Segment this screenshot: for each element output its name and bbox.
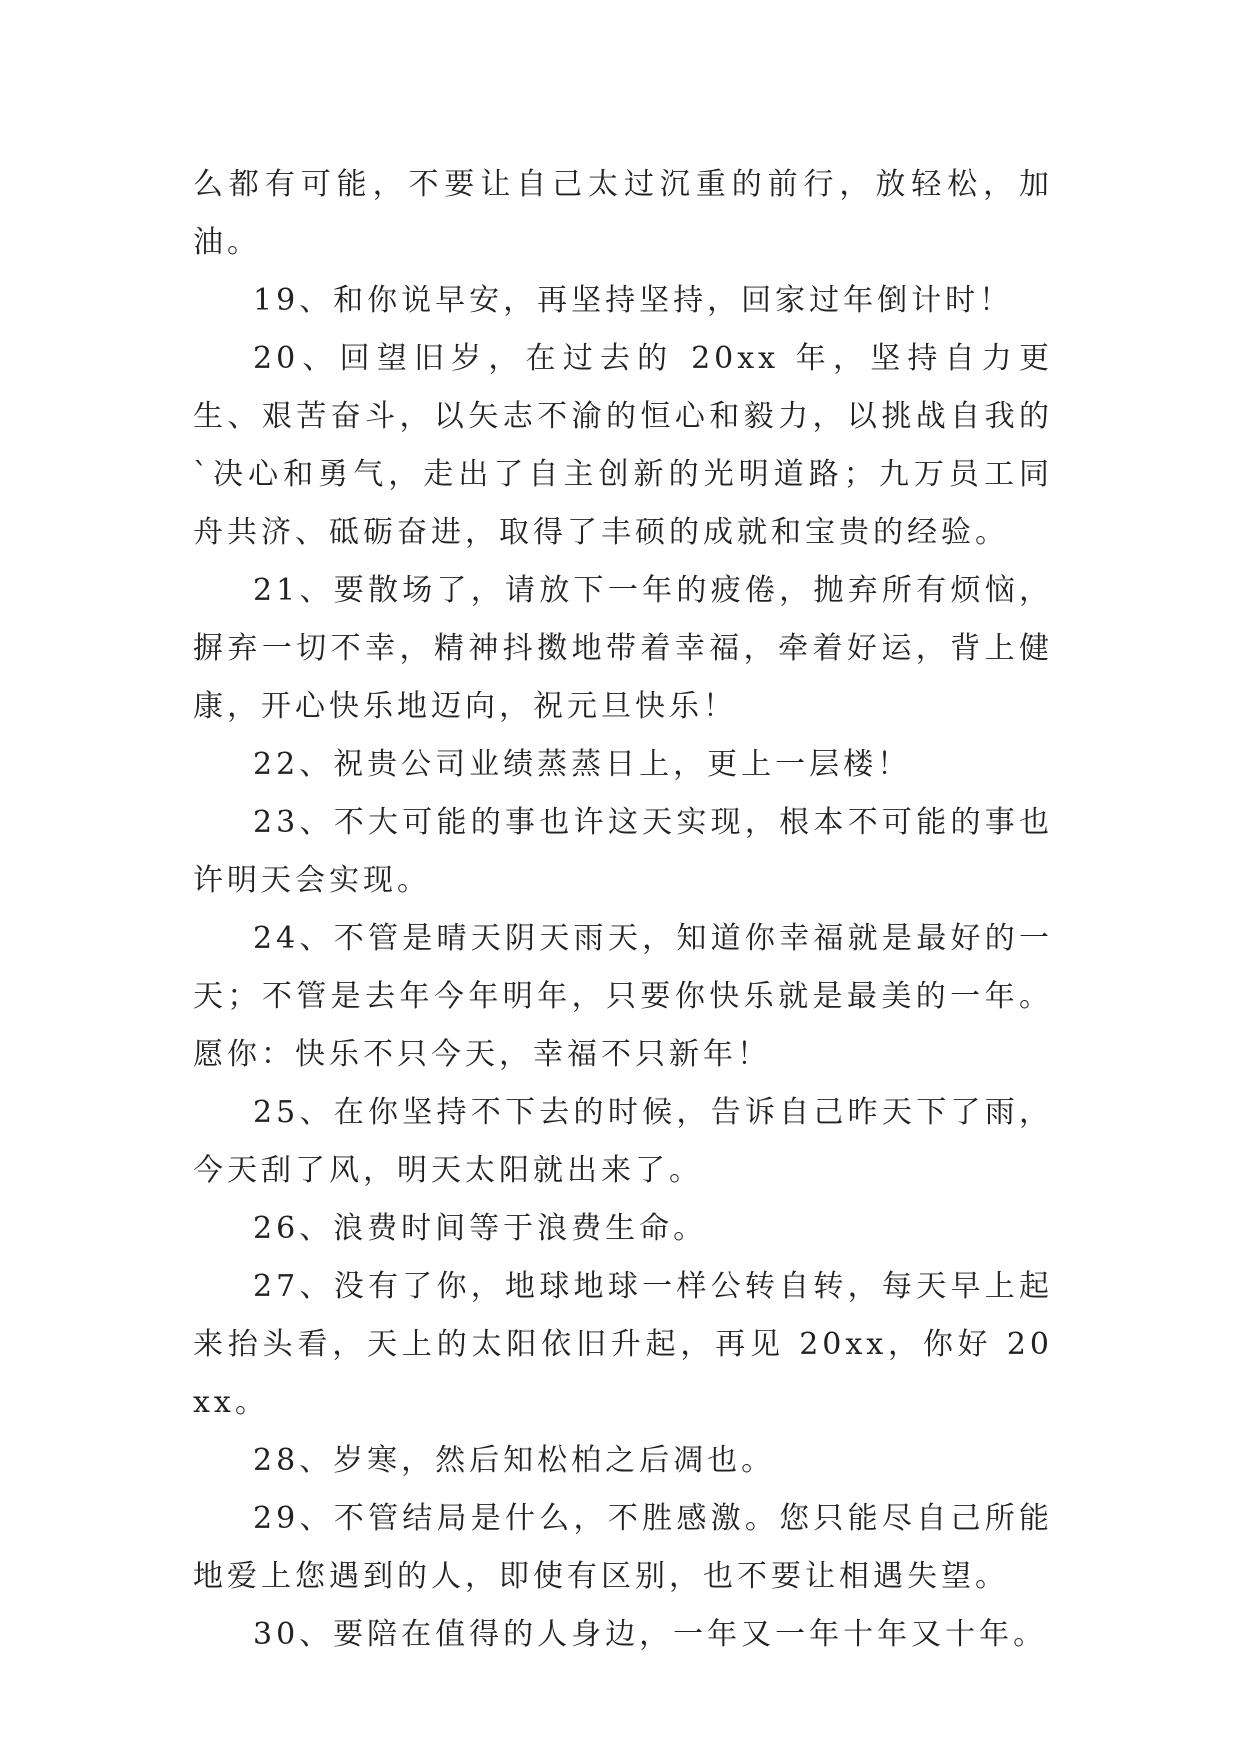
paragraph-item-20: 20、回望旧岁，在过去的 20xx 年，坚持自力更生、艰苦奋斗，以矢志不渝的恒心和毅力，以挑战自我的`决心和勇气，走出了自主创新的光明道路；九万员工同舟共济、砥砺奋进，取得了丰硕的成就和宝贵的经验。	[193, 341, 1053, 550]
paragraph-item-28: 28、岁寒，然后知松柏之后凋也。	[253, 1443, 776, 1478]
paragraph-item-30: 30、要陪在值得的人身边，一年又一年十年又十年。	[253, 1617, 1048, 1652]
paragraph-item-21: 21、要散场了，请放下一年的疲倦，抛弃所有烦恼，摒弃一切不幸，精神抖擞地带着幸福，牵着好运，背上健康，开心快乐地迈向，祝元旦快乐！	[193, 573, 1053, 724]
paragraph-continuation: 么都有可能，不要让自己太过沉重的前行，放轻松，加油。	[193, 167, 1053, 260]
paragraph-item-22: 22、祝贵公司业绩蒸蒸日上，更上一层楼！	[253, 747, 912, 782]
paragraph-item-27: 27、没有了你，地球地球一样公转自转，每天早上起来抬头看，天上的太阳依旧升起，再见 20xx，你好 20xx。	[193, 1269, 1053, 1420]
paragraph-item-24: 24、不管是晴天阴天雨天，知道你幸福就是最好的一天；不管是去年今年明年，只要你快乐就是最美的一年。愿你：快乐不只今天，幸福不只新年！	[193, 921, 1053, 1072]
paragraph-item-19: 19、和你说早安，再坚持坚持，回家过年倒计时！	[253, 283, 1014, 318]
paragraph-item-26: 26、浪费时间等于浪费生命。	[253, 1211, 708, 1246]
paragraph-item-23: 23、不大可能的事也许这天实现，根本不可能的事也许明天会实现。	[193, 805, 1053, 898]
paragraph-item-25: 25、在你坚持不下去的时候，告诉自己昨天下了雨，今天刮了风，明天太阳就出来了。	[193, 1095, 1053, 1188]
paragraph-item-29: 29、不管结局是什么，不胜感激。您只能尽自己所能地爱上您遇到的人，即使有区别，也不要让相遇失望。	[193, 1501, 1053, 1594]
document-body	[193, 156, 1053, 1664]
